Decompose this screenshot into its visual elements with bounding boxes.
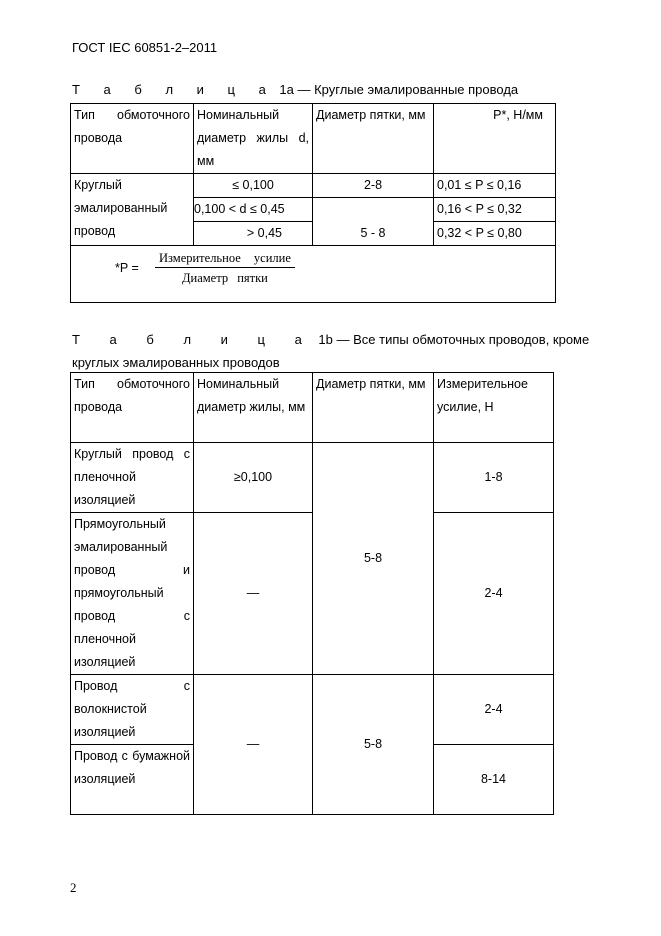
table1-cell-p: 0,16 < P ≤ 0,32 [434, 198, 556, 222]
table2-cell-heel: 5-8 [313, 675, 434, 815]
table1-caption-prefix: Т а б л и ц а [72, 82, 276, 97]
table2-cell-type: Круглый провод с пленочной изоляцией [71, 443, 194, 513]
table2-caption-prefix: Т а б л и ц а [72, 332, 315, 347]
table2-cell-type: Прямоугольный эмалированный провод и прямоугольный провод с пленочной изоляцией [71, 513, 194, 675]
table1-cell-p: 0,32 < P ≤ 0,80 [434, 222, 556, 246]
table2-cell-type: Провод с бумажной изоляцией [71, 745, 194, 815]
table-row [71, 443, 554, 513]
table1-header-row [71, 104, 556, 174]
table1-cell-p: 0,01 ≤ P ≤ 0,16 [434, 174, 556, 198]
table2-cell-diameter: — [194, 675, 313, 815]
table2-cell-force: 2-4 [434, 675, 554, 745]
table-row [71, 675, 554, 745]
formula-lhs: *P = [115, 261, 139, 275]
document-header: ГОСТ IEC 60851-2–2011 [72, 40, 218, 55]
table2-cell-force: 2-4 [434, 513, 554, 675]
table1-header-heel: Диаметр пятки, мм [313, 104, 434, 174]
table2-cell-diameter: — [194, 513, 313, 675]
table1-cell-diameter: 0,100 < d ≤ 0,45 [194, 198, 313, 222]
table2-cell-diameter: ≥0,100 [194, 443, 313, 513]
table1-cell-heel: 2-8 [313, 174, 434, 198]
table-row [71, 174, 556, 198]
table1-cell-heel [313, 198, 434, 222]
formula-numerator: Измерительное усилие [155, 250, 295, 268]
table2-cell-force: 1-8 [434, 443, 554, 513]
formula-fraction [155, 250, 295, 286]
table2-caption [72, 328, 606, 374]
table-1a [70, 103, 556, 303]
table2-header-heel: Диаметр пятки, мм [313, 373, 434, 443]
formula-denominator: Диаметр пятки [181, 271, 268, 285]
table-1b [70, 372, 554, 815]
table1-header-p: P*, Н/мм [434, 104, 556, 174]
table1-formula-row [71, 246, 556, 303]
page-number: 2 [70, 880, 77, 895]
table1-caption-text: 1а — Круглые эмалированные провода [275, 82, 519, 97]
table1-cell-heel: 5 - 8 [313, 222, 434, 246]
formula [71, 246, 555, 302]
table1-cell-diameter: > 0,45 [194, 222, 313, 246]
table1-row-label: Круглый эмалированный провод [71, 174, 194, 246]
table-row [71, 513, 554, 675]
table2-header-force: Измерительное усилие, Н [434, 373, 554, 443]
table1-header-type: Тип обмоточного провода [71, 104, 194, 174]
table2-header-diameter: Номинальный диаметр жилы, мм [194, 373, 313, 443]
table2-cell-type: Провод с волокнистой изоляцией [71, 675, 194, 745]
table2-cell-force: 8-14 [434, 745, 554, 815]
table1-cell-diameter: ≤ 0,100 [194, 174, 313, 198]
table1-header-diameter: Номинальный диаметр жилы d, мм [194, 104, 313, 174]
table2-header-row [71, 373, 554, 443]
table2-cell-heel: 5-8 [313, 443, 434, 675]
table1-caption [72, 82, 518, 97]
table2-header-type: Тип обмоточного провода [71, 373, 194, 443]
table2-caption-text: 1b — Все типы обмоточных проводов, кроме круглых эмалированных проводов [72, 332, 590, 370]
